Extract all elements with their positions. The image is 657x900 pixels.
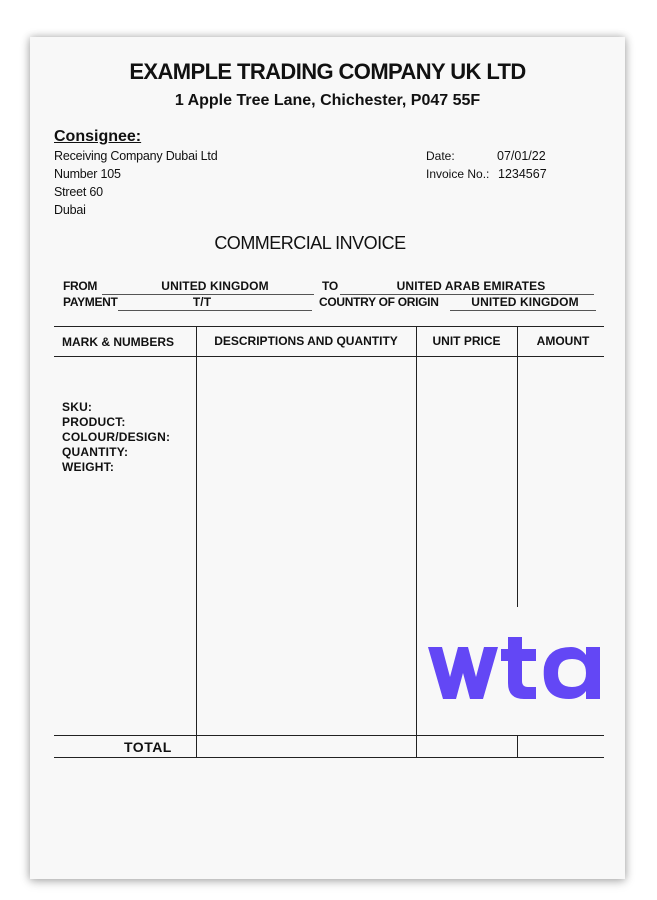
invoice-sheet: [30, 37, 625, 879]
table-top-border: [54, 326, 604, 327]
mark-item-sku: SKU:: [62, 400, 93, 414]
total-label: TOTAL: [124, 739, 172, 755]
company-name: EXAMPLE TRADING COMPANY UK LTD: [129, 59, 526, 84]
company-address: 1 Apple Tree Lane, Chichester, P047 55F: [174, 92, 481, 109]
invoice-number-label: Invoice No.:: [426, 167, 490, 181]
mark-item-quantity: QUANTITY:: [62, 445, 129, 459]
date-value: 07/01/22: [497, 149, 546, 163]
mark-item-product: PRODUCT:: [62, 415, 126, 429]
to-label: TO: [322, 279, 338, 293]
consignee-line-city: Dubai: [54, 203, 86, 217]
mark-item-colour-design: COLOUR/DESIGN:: [62, 430, 171, 444]
column-divider-3-upper: [517, 326, 518, 607]
consignee-line-company: Receiving Company Dubai Ltd: [54, 149, 218, 163]
payment-label: PAYMENT: [63, 295, 118, 309]
consignee-heading: Consignee:: [54, 128, 142, 145]
table-bottom-border: [54, 757, 604, 758]
consignee-line-street: Street 60: [54, 185, 103, 199]
header-mark-numbers: MARK & NUMBERS: [62, 335, 174, 349]
from-label: FROM: [63, 279, 98, 293]
origin-label: COUNTRY OF ORIGIN: [319, 295, 439, 309]
header-descriptions: DESCRIPTIONS AND QUANTITY: [214, 334, 398, 348]
column-divider-1: [196, 326, 197, 757]
wta-logo: [428, 637, 604, 703]
consignee-line-number: Number 105: [54, 167, 121, 181]
payment-underline: [118, 310, 312, 311]
header-amount: AMOUNT: [536, 334, 590, 348]
origin-underline: [450, 310, 596, 311]
table-header-border: [54, 356, 604, 357]
header-unit-price: UNIT PRICE: [432, 334, 501, 348]
date-label: Date:: [426, 149, 455, 163]
column-divider-3-lower: [517, 735, 518, 757]
from-value: UNITED KINGDOM: [161, 279, 269, 293]
table-total-top-border: [54, 735, 604, 736]
document-title: COMMERCIAL INVOICE: [214, 233, 406, 253]
origin-value: UNITED KINGDOM: [471, 295, 579, 309]
column-divider-2: [416, 326, 417, 757]
mark-item-weight: WEIGHT:: [62, 460, 115, 474]
to-value: UNITED ARAB EMIRATES: [396, 279, 546, 293]
payment-value: T/T: [192, 295, 212, 309]
invoice-number-value: 1234567: [498, 167, 547, 181]
